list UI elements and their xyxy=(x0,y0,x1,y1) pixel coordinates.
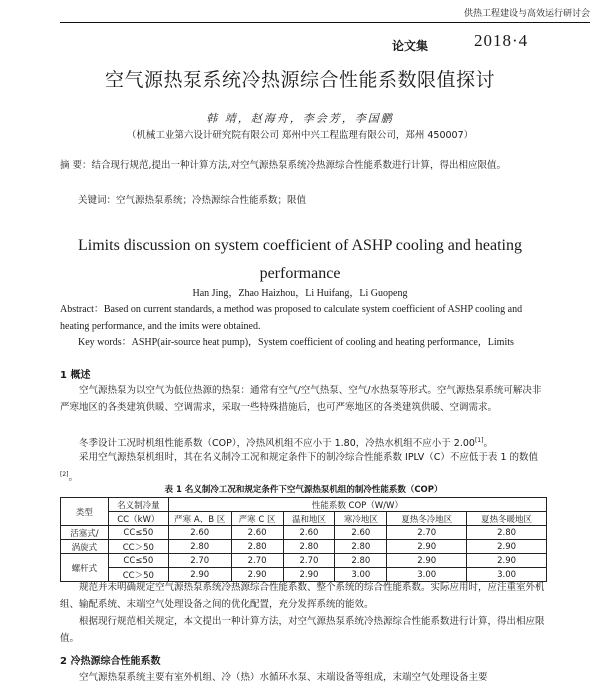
citation-ref: [1] xyxy=(474,437,484,444)
table-row xyxy=(61,526,547,540)
table-cell-cc: CC＞50 xyxy=(108,540,168,554)
table-cell: 2.90 xyxy=(168,568,231,582)
keywords-english: Key words：ASHP(air-source heat pump)，System coefficient of cooling and heating performance，Limits xyxy=(78,337,514,348)
abstract-english: Abstract：Based on current standards, a method was proposed to calculate system coefficient of ASHP cooling and heating performance, and the imits were obtained. xyxy=(60,304,523,332)
section-1-paragraph-3 xyxy=(60,449,547,486)
table-cell-cc: CC≤50 xyxy=(108,526,168,540)
table-caption: 表 1 名义制冷工况和规定条件下空气源热泵机组的制冷性能系数（COP） xyxy=(164,485,443,495)
authors-chinese: 韩 靖，赵海舟，李会芳，李国鹏 xyxy=(206,112,394,125)
section-2-heading: 2 冷热源综合性能系数 xyxy=(60,656,161,667)
table-cell: 2.80 xyxy=(467,526,547,540)
journal-name: 供热工程建设与高效运行研讨会 xyxy=(463,9,590,19)
table-cell: 2.70 xyxy=(387,526,467,540)
table-header-row-2 xyxy=(61,512,547,526)
table-cell: 2.80 xyxy=(231,540,283,554)
table-header-type: 类型 xyxy=(61,498,109,526)
section-1-heading: 1 概述 xyxy=(60,370,91,381)
section-1-paragraph-1: 空气源热泵为以空气为低位热源的热泵：通常有空气/空气热泵、空气/水热泵等形式。空气源热泵系统可解决非严寒地区的各类建筑供暖、空调需求，采取一些特殊措施后，也可严寒地区的各类建筑供暖、空调需求。 xyxy=(60,385,542,413)
cop-table xyxy=(60,497,547,582)
table-header-zone: 温和地区 xyxy=(283,512,335,526)
title-chinese: 空气源热泵系统冷热源综合性能系数限值探讨 xyxy=(104,69,495,91)
table-row xyxy=(61,540,547,554)
column-label: 论文集 xyxy=(392,39,429,53)
table-cell-cc: CC≤50 xyxy=(108,554,168,568)
table-header-capacity: 名义制冷量 xyxy=(108,498,168,512)
table-cell: 3.00 xyxy=(335,568,387,582)
keywords-chinese: 关键词：空气源热泵系统；冷热源综合性能系数；限值 xyxy=(78,195,307,206)
table-cell: 2.70 xyxy=(283,554,335,568)
paragraph-text: 冬季设计工况时机组性能系数（COP），冷热风机组不应小于 1.80，冷热水机组不应小于 2.00 xyxy=(79,438,475,450)
table-cell-type: 涡旋式 xyxy=(61,540,109,554)
table-row xyxy=(61,554,547,568)
table-cell: 3.00 xyxy=(387,568,467,582)
paragraph-method: 根据现行规范相关规定，本文提出一种计算方法，对空气源热泵系统冷热源综合性能系数进行计算，得出相应限值。 xyxy=(60,616,545,644)
citation-ref: [2] xyxy=(60,471,69,478)
table-header-cop: 性能系数 COP（W/W） xyxy=(168,498,546,512)
table-cell: 2.80 xyxy=(168,540,231,554)
table-header-cc: CC（kW） xyxy=(108,512,168,526)
table-cell: 2.80 xyxy=(283,540,335,554)
paragraph-end: 。 xyxy=(68,472,79,484)
table-cell: 2.60 xyxy=(168,526,231,540)
table-cell-type: 活塞式/ xyxy=(61,526,109,540)
table-header-zone: 夏热冬冷地区 xyxy=(387,512,467,526)
table-cell: 2.90 xyxy=(387,554,467,568)
paragraph-end: 。 xyxy=(483,438,493,450)
paragraph-standards: 规范并未明确规定空气源热泵系统冷热源综合性能系数、整个系统的综合性能系数。实际应用时，应注重室外机组、输配系统、末端空气处理设备之间的优化配置，充分发挥系统的能效。 xyxy=(60,582,545,610)
table-cell: 2.80 xyxy=(335,554,387,568)
paragraph-text: 采用空气源热泵机组时，其在名义制冷工况和规定条件下的制冷综合性能系数 IPLV（C）不应低于表 1 的数值 xyxy=(79,452,539,463)
header-rule xyxy=(60,22,590,23)
table-header-zone: 夏热冬暖地区 xyxy=(467,512,547,526)
table-cell: 2.80 xyxy=(335,540,387,554)
title-english: Limits discussion on system coefficient of ASHP cooling and heating performance xyxy=(78,237,522,282)
table-cell: 2.70 xyxy=(168,554,231,568)
table-cell-cc: CC＞50 xyxy=(108,568,168,582)
table-cell: 2.90 xyxy=(467,554,547,568)
table-cell: 2.90 xyxy=(467,540,547,554)
authors-english: Han Jing，Zhao Haizhou，Li Huifang，Li Guopeng xyxy=(192,288,408,299)
table-cell: 2.60 xyxy=(335,526,387,540)
section-2-paragraph-1: 空气源热泵系统主要有室外机组、冷（热）水循环水泵、末端设备等组成，末端空气处理设备主要 xyxy=(79,672,488,683)
table-header-zone: 严寒 A、B 区 xyxy=(168,512,231,526)
issue-number: 2018·4 xyxy=(474,31,529,50)
table-cell: 2.60 xyxy=(231,526,283,540)
table-cell: 2.90 xyxy=(283,568,335,582)
table-header-row-1 xyxy=(61,498,547,512)
table-cell: 2.60 xyxy=(283,526,335,540)
table-cell: 2.70 xyxy=(231,554,283,568)
table-cell: 2.90 xyxy=(387,540,467,554)
affiliation-chinese: （机械工业第六设计研究院有限公司 郑州中兴工程监理有限公司，郑州 450007） xyxy=(126,130,474,141)
table-cell-type: 螺杆式 xyxy=(61,554,109,582)
abstract-chinese: 摘 要：结合现行规范,提出一种计算方法,对空气源热泵系统冷热源综合性能系数进行计算，得出相应限值。 xyxy=(60,160,507,171)
table-header-zone: 严寒 C 区 xyxy=(231,512,283,526)
table-cell: 3.00 xyxy=(467,568,547,582)
table-header-zone: 寒冷地区 xyxy=(335,512,387,526)
table-cell: 2.90 xyxy=(231,568,283,582)
